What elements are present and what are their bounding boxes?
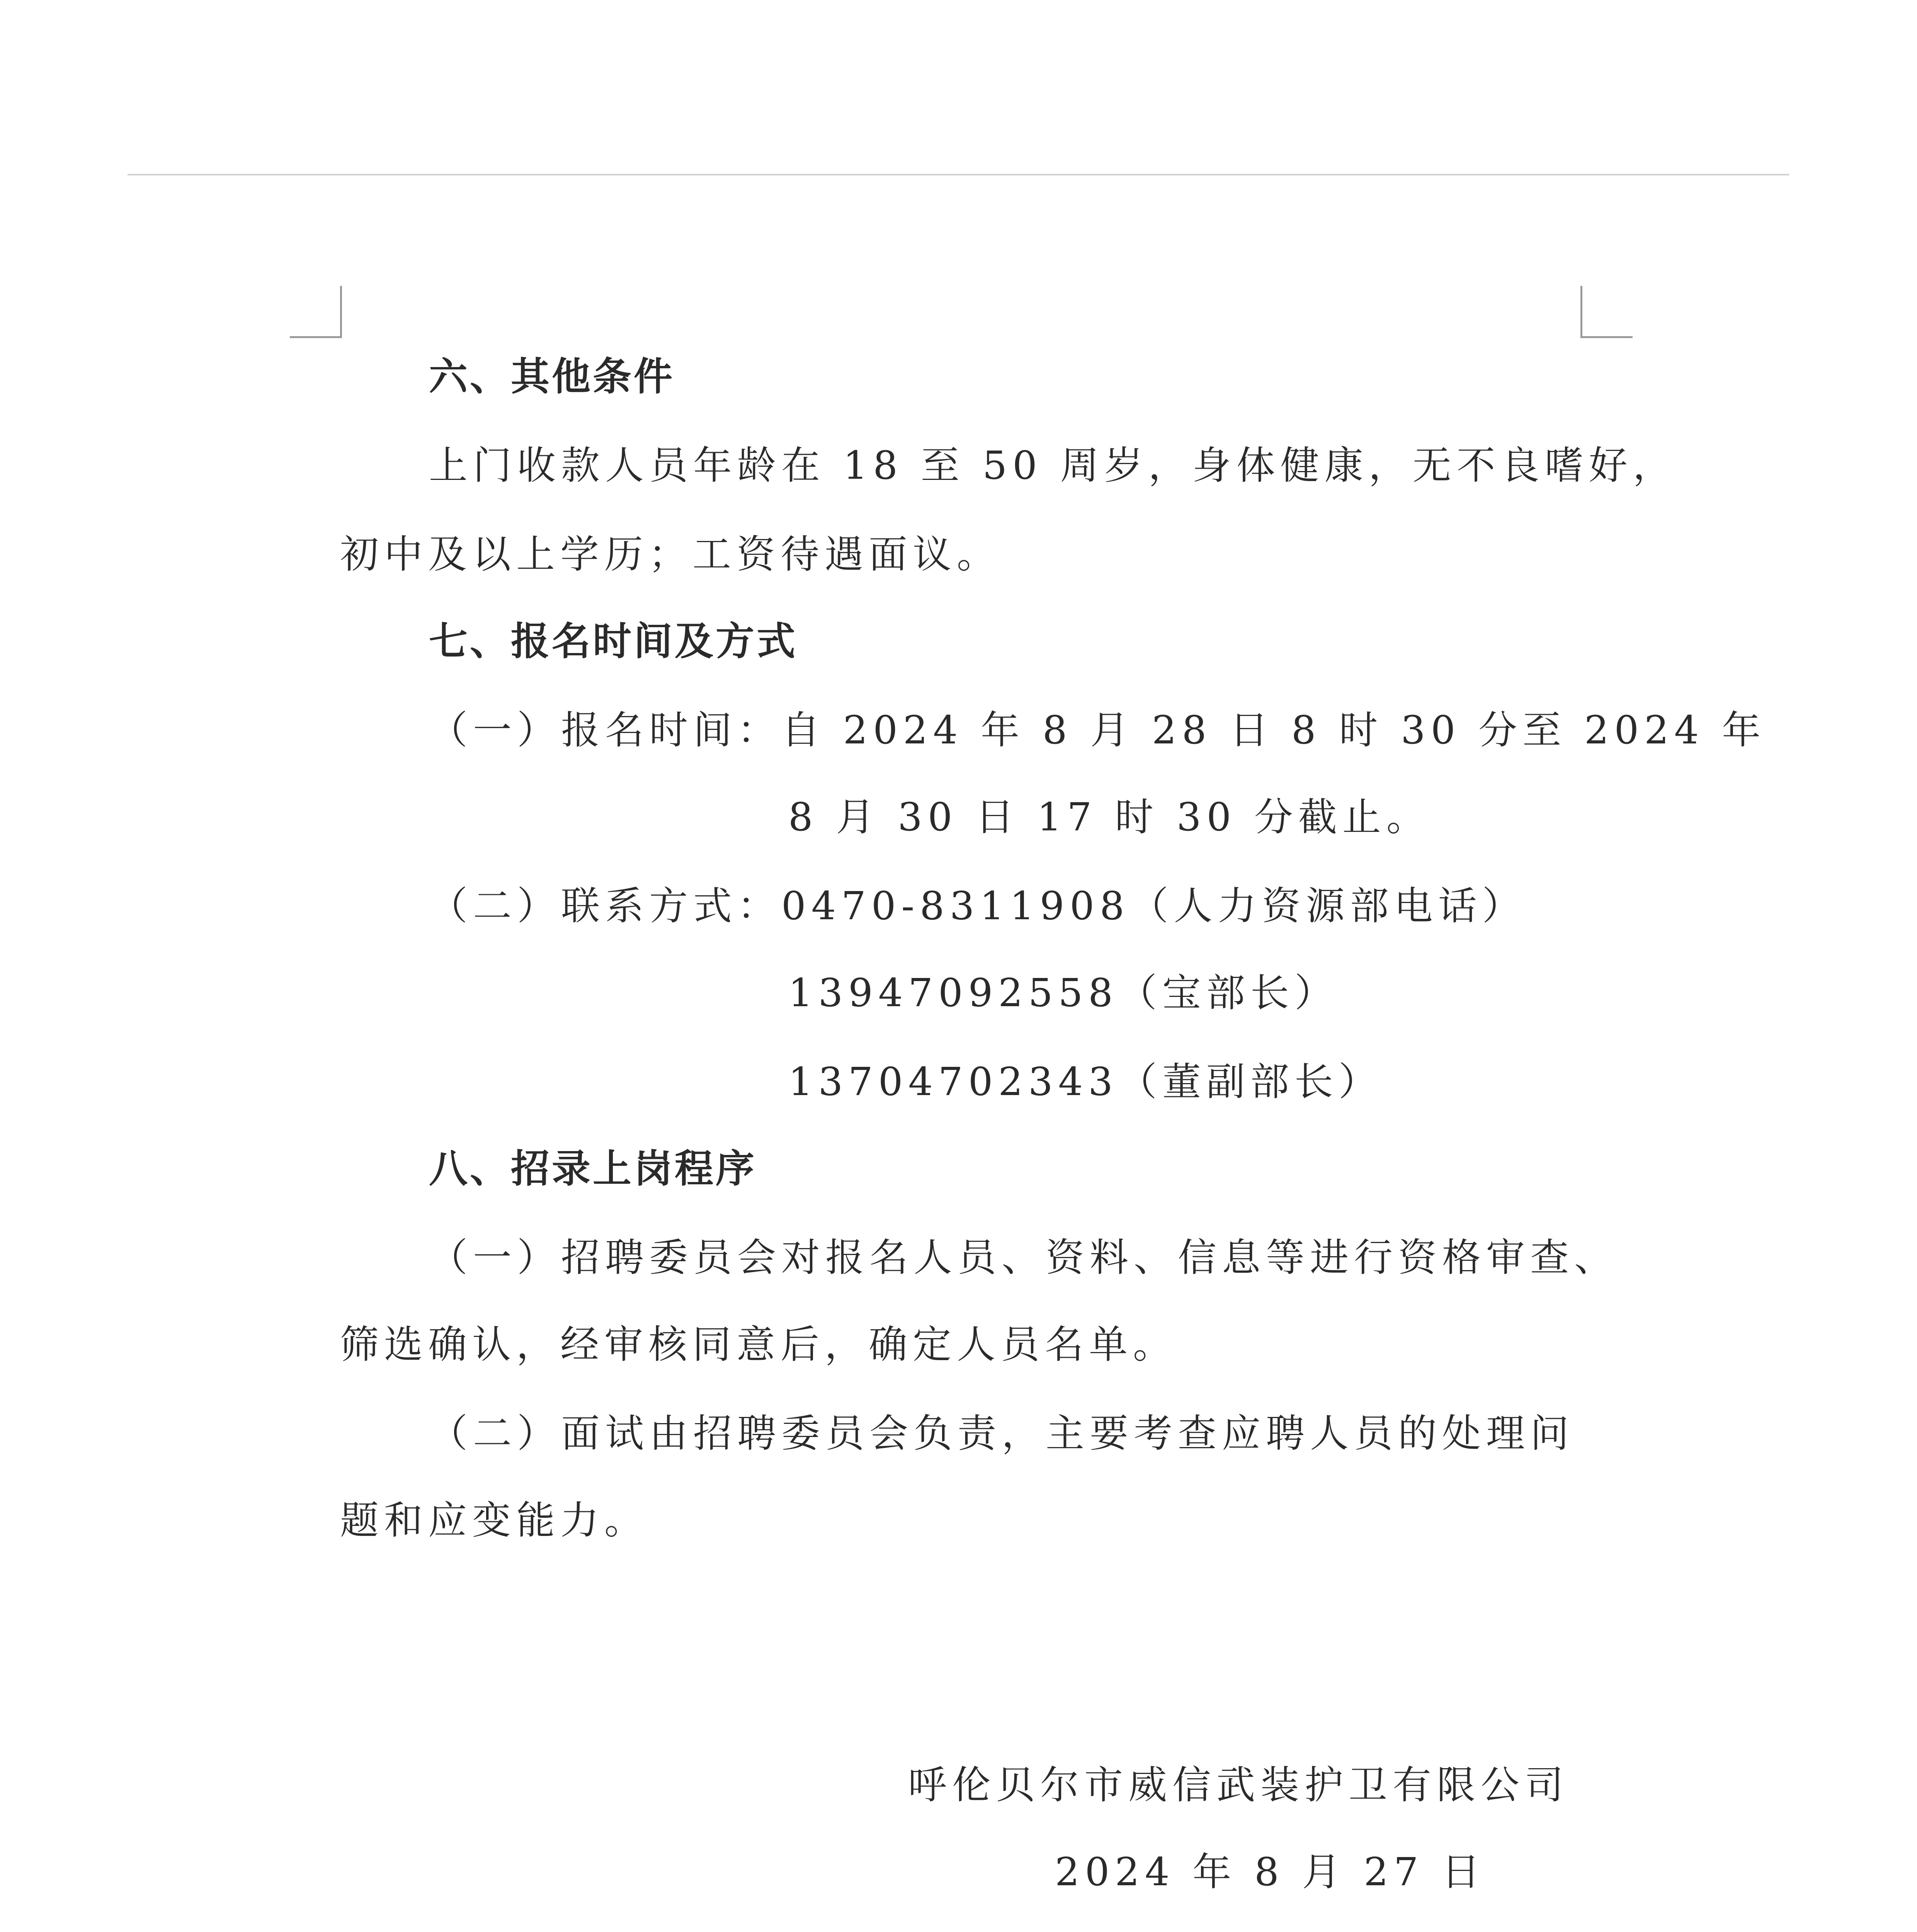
contact-line: （二）联系方式：0470-8311908（人力资源部电话） [429,883,1526,929]
section-heading-hiring-procedure: 八、招录上岗程序 [429,1146,757,1191]
registration-time-line: （一）报名时间：自 2024 年 8 月 28 日 8 时 30 分至 2024 年 [429,707,1766,753]
crop-mark-top-right [1580,286,1633,338]
contact-line: 13947092558（宝部长） [788,970,1339,1015]
paragraph-line: 初中及以上学历；工资待遇面议。 [340,532,1001,577]
header-rule [128,174,1789,175]
registration-time-line: 8 月 30 日 17 时 30 分截止。 [788,794,1431,840]
signature-date: 2024 年 8 月 27 日 [1055,1849,1486,1895]
paragraph-line: （二）面试由招聘委员会负责，主要考查应聘人员的处理问 [429,1411,1574,1456]
crop-mark-top-left [290,286,342,338]
contact-line: 13704702343（董副部长） [788,1059,1383,1104]
section-heading-registration: 七、报名时间及方式 [429,619,798,664]
paragraph-line: （一）招聘委员会对报名人员、资料、信息等进行资格审查、 [429,1235,1618,1280]
section-heading-other-conditions: 六、其他条件 [429,354,675,399]
signature-company: 呼伦贝尔市威信武装护卫有限公司 [908,1762,1569,1808]
paragraph-line: 题和应变能力。 [340,1498,648,1543]
paragraph-line: 上门收款人员年龄在 18 至 50 周岁，身体健康，无不良嗜好， [429,443,1677,488]
paragraph-line: 筛选确认，经审核同意后，确定人员名单。 [340,1322,1177,1367]
